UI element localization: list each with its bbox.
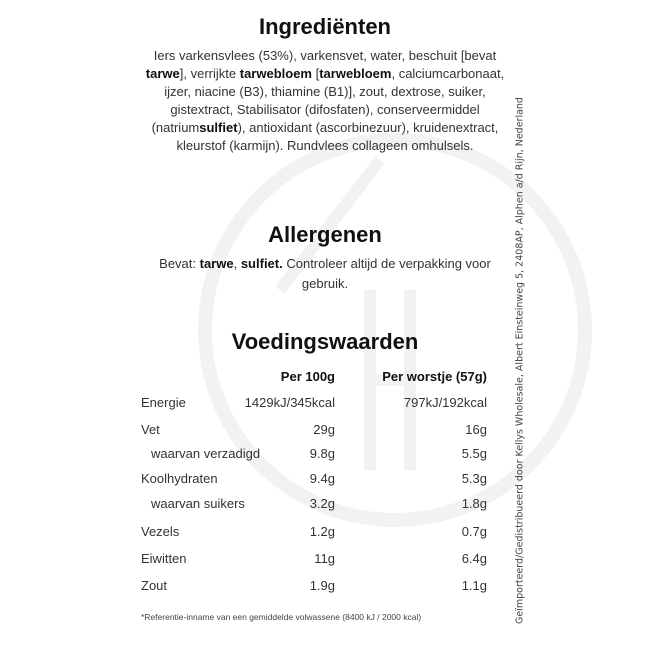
value-per-100g: 1429kJ/345kcal bbox=[244, 395, 335, 410]
row-label: waarvan suikers bbox=[151, 496, 245, 511]
row-label: Zout bbox=[141, 578, 168, 593]
value-per-portion: 5.3g bbox=[461, 471, 487, 486]
value-per-100g: 1.9g bbox=[309, 578, 335, 593]
row-label: waarvan verzadigd bbox=[151, 446, 261, 461]
value-per-portion: 5.5g bbox=[461, 446, 487, 461]
value-per-portion: 6.4g bbox=[461, 551, 487, 566]
allergens-text: Bevat: tarwe, sulfiet. Controleer altijd de verpakking voor gebruik. bbox=[159, 256, 491, 291]
row-label: Vet bbox=[141, 422, 160, 437]
nutrition-row bbox=[141, 578, 491, 598]
nutrition-row bbox=[141, 395, 491, 415]
nutrition-row bbox=[141, 496, 491, 516]
col-per-portion: Per worstje (57g) bbox=[382, 369, 487, 384]
value-per-100g: 3.2g bbox=[309, 496, 335, 511]
row-label: Vezels bbox=[141, 524, 180, 539]
nutrition-row bbox=[141, 446, 491, 466]
value-per-100g: 9.4g bbox=[309, 471, 335, 486]
value-per-portion: 16g bbox=[465, 422, 487, 437]
nutrition-title: Voedingswaarden bbox=[231, 329, 419, 354]
value-per-portion: 0.7g bbox=[461, 524, 487, 539]
value-per-portion: 1.8g bbox=[461, 496, 487, 511]
row-label: Eiwitten bbox=[141, 551, 187, 566]
value-per-portion: 1.1g bbox=[461, 578, 487, 593]
value-per-100g: 1.2g bbox=[309, 524, 335, 539]
nutrition-header bbox=[141, 369, 491, 389]
nutrition-row bbox=[141, 524, 491, 544]
nutrition-row bbox=[141, 471, 491, 491]
nutrition-row bbox=[141, 422, 491, 442]
value-per-100g: 9.8g bbox=[309, 446, 335, 461]
footnote: *Referentie-inname van een gemiddelde volwassene (8400 kJ / 2000 kcal) bbox=[141, 612, 422, 622]
importer-text: Geïmporteerd/Gedistribueerd door Kellys Wholesale, Albert Einsteinweg 5, 2408AP, Alphen a/d Rijn, Nederland bbox=[514, 97, 526, 624]
row-label: Energie bbox=[141, 395, 186, 410]
nutrition-row bbox=[141, 551, 491, 571]
value-per-100g: 29g bbox=[313, 422, 335, 437]
row-label: Koolhydraten bbox=[141, 471, 218, 486]
ingredients-text: Iers varkensvlees (53%), varkensvet, water, beschuit [bevat tarwe], verrijkte tarwebloem [tarwebloem, calciumcarbonaat, ijzer, niacine (B3), thiamine (B1)], zout, dextrose, suiker, gistextract, Stabilisator (difosfaten), conserveermiddel (natriumsulfiet), antioxidant (ascorbinezuur), kruidenextract, kleurstof (karmijn). Rundvlees collageen omhulsels. bbox=[145, 48, 505, 153]
ingredients-title: Ingrediënten bbox=[258, 14, 391, 39]
allergens-title: Allergenen bbox=[268, 222, 382, 247]
col-per-100g: Per 100g bbox=[280, 369, 335, 384]
value-per-100g: 11g bbox=[314, 551, 335, 566]
value-per-portion: 797kJ/192kcal bbox=[403, 395, 487, 410]
